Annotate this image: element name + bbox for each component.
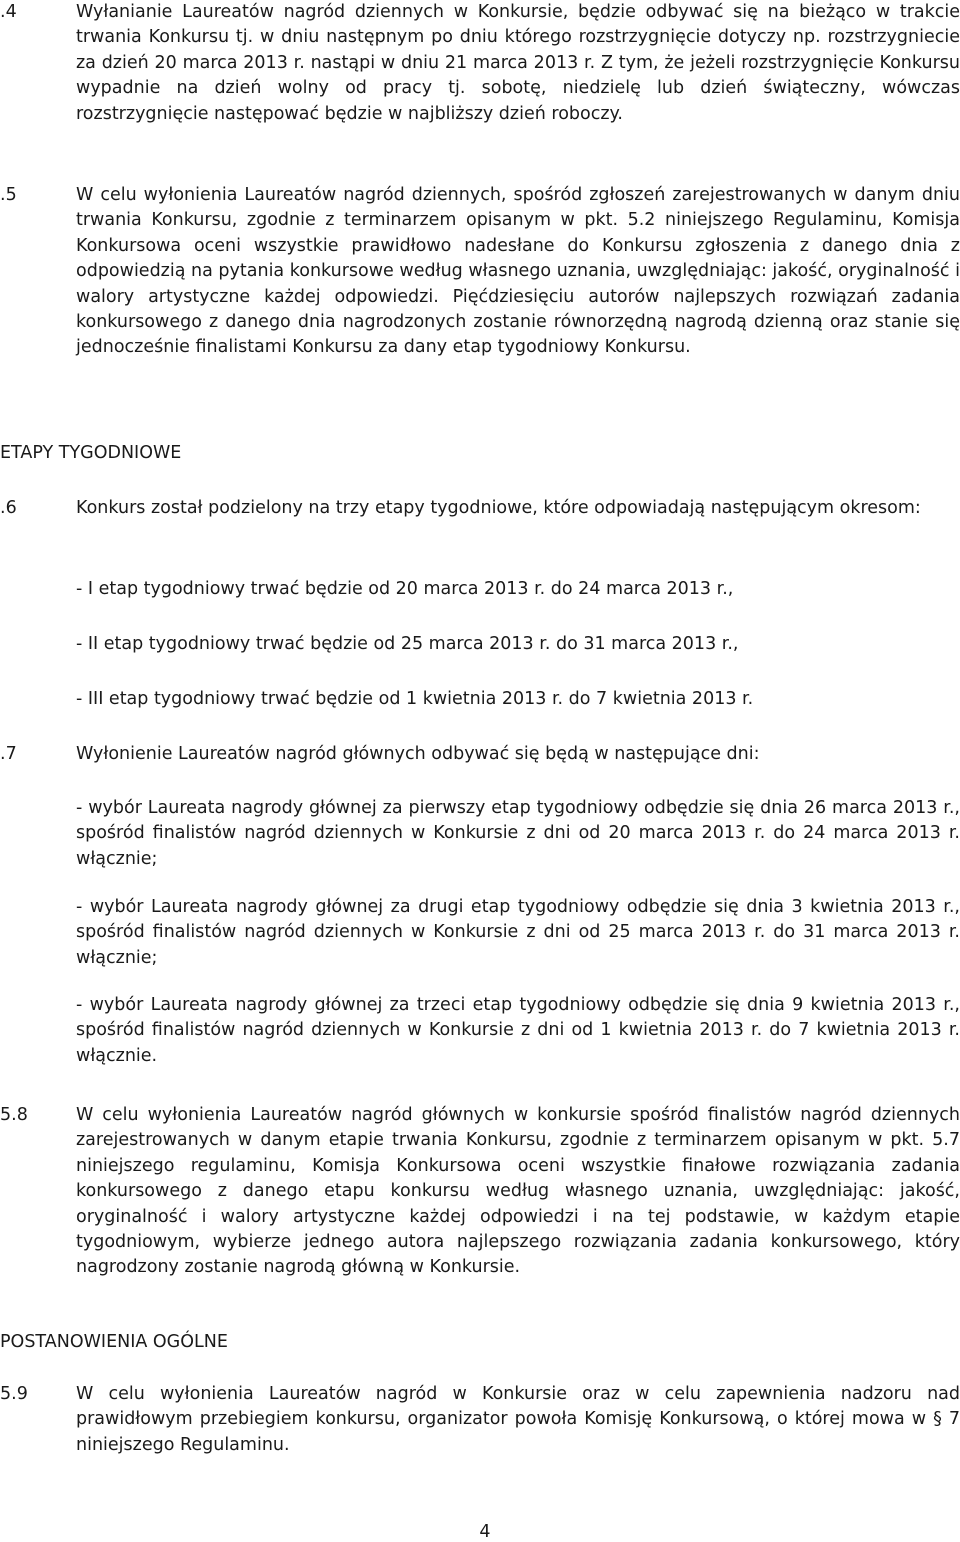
paragraph-text: Konkurs został podzielony na trzy etapy tygodniowe, które odpowiadają następującym okresom:	[76, 498, 921, 518]
section-heading-postanowienia: POSTANOWIENIA OGÓLNE	[0, 1332, 228, 1352]
main-prize-item: - wybór Laureata nagrody głównej za trzeci etap tygodniowy odbędzie się dnia 9 kwietnia 2013 r., spośród finalistów nagród dziennych w Konkursie z dni od 1 kwietnia 2013 r. do 7 kwietnia 2013 r. włącznie.	[76, 995, 960, 1066]
paragraph-text: W celu wyłonienia Laureatów nagród w Konkursie oraz w celu zapewnienia nadzoru nad prawidłowym przebiegiem konkursu, organizator powoła Komisję Konkursową, o której mowa w § 7 niniejszego Regulaminu.	[76, 1384, 960, 1455]
main-prize-item: - wybór Laureata nagrody głównej za pierwszy etap tygodniowy odbędzie się dnia 26 marca 2013 r., spośród finalistów nagród dziennych w Konkursie z dni od 20 marca 2013 r. do 24 marca 2013 r. włącznie;	[76, 798, 960, 869]
paragraph-number: .7	[0, 744, 17, 764]
paragraph-number: 5.8	[0, 1105, 28, 1125]
section-heading-etapy: ETAPY TYGODNIOWE	[0, 443, 182, 463]
paragraph-5-4	[0, 0, 960, 127]
stage-item: - I etap tygodniowy trwać będzie od 20 marca 2013 r. do 24 marca 2013 r.,	[76, 579, 734, 599]
paragraph-text: W celu wyłonienia Laureatów nagród dziennych, spośród zgłoszeń zarejestrowanych w danym dniu trwania Konkursu, zgodnie z terminarzem opisanym w pkt. 5.2 niniejszego Regulaminu, Komisja Konkursowa oceni wszystkie prawidłowo nadesłane do Konkursu zgłoszenia z danego dnia z odpowiedzią na pytania konkursowe według własnego uznania, uwzględniając: jakość, oryginalność i walory artystyczne każdej odpowiedzi. Pięćdziesięciu autorów najlepszych rozwiązań zadania konkursowego z danego dnia nagrodzonych zostanie równorzędną nagrodą dzienną oraz stanie się jednocześnie finalistami Konkursu za dany etap tygodniowy Konkursu.	[76, 185, 960, 358]
paragraph-5-6	[0, 496, 960, 521]
paragraph-text: W celu wyłonienia Laureatów nagród głównych w konkursie spośród finalistów nagród dziennych zarejestrowanych w danym etapie trwania Konkursu, zgodnie z terminarzem opisanym w pkt. 5.7 niniejszego regulaminu, Komisja Konkursowa oceni wszystkie finałowe rozwiązania zadania konkursowego z danego etapu konkursu według własnego uznania, uwzględniając: jakość, oryginalność i walory artystyczne każdej odpowiedzi i na tej podstawie, w każdym etapie tygodniowym, wybierze jednego autora najlepszego rozwiązania zadania konkursowego, który nagrodzony zostanie nagrodą główną w Konkursie.	[76, 1105, 960, 1278]
paragraph-5-5	[0, 183, 960, 361]
main-prize-item: - wybór Laureata nagrody głównej za drugi etap tygodniowy odbędzie się dnia 3 kwietnia 2013 r., spośród finalistów nagród dziennych w Konkursie z dni od 25 marca 2013 r. do 31 marca 2013 r. włącznie;	[76, 897, 960, 968]
page-footer	[0, 1522, 960, 1542]
paragraph-5-7	[0, 742, 960, 767]
paragraph-text: Wyłonienie Laureatów nagród głównych odbywać się będą w następujące dni:	[76, 744, 760, 764]
paragraph-5-9	[0, 1382, 960, 1458]
paragraph-number: .4	[0, 2, 17, 22]
paragraph-5-8	[0, 1103, 960, 1281]
paragraph-text: Wyłanianie Laureatów nagród dziennych w Konkursie, będzie odbywać się na bieżąco w trakcie trwania Konkursu tj. w dniu następnym po dniu którego rozstrzygnięcie dotyczy np. rozstrzygniecie za dzień 20 marca 2013 r. nastąpi w dniu 21 marca 2013 r. Z tym, że jeżeli rozstrzygnięcie Konkursu wypadnie na dzień wolny od pracy tj. sobotę, niedzielę lub dzień świąteczny, wówczas rozstrzygnięcie następować będzie w najbliższy dzień roboczy.	[76, 2, 960, 124]
paragraph-number: .6	[0, 498, 17, 518]
paragraph-number: 5.9	[0, 1384, 28, 1404]
page-number: 4	[479, 1522, 491, 1542]
paragraph-number: .5	[0, 185, 17, 205]
stage-item: - III etap tygodniowy trwać będzie od 1 kwietnia 2013 r. do 7 kwietnia 2013 r.	[76, 689, 754, 709]
stage-item: - II etap tygodniowy trwać będzie od 25 marca 2013 r. do 31 marca 2013 r.,	[76, 634, 739, 654]
